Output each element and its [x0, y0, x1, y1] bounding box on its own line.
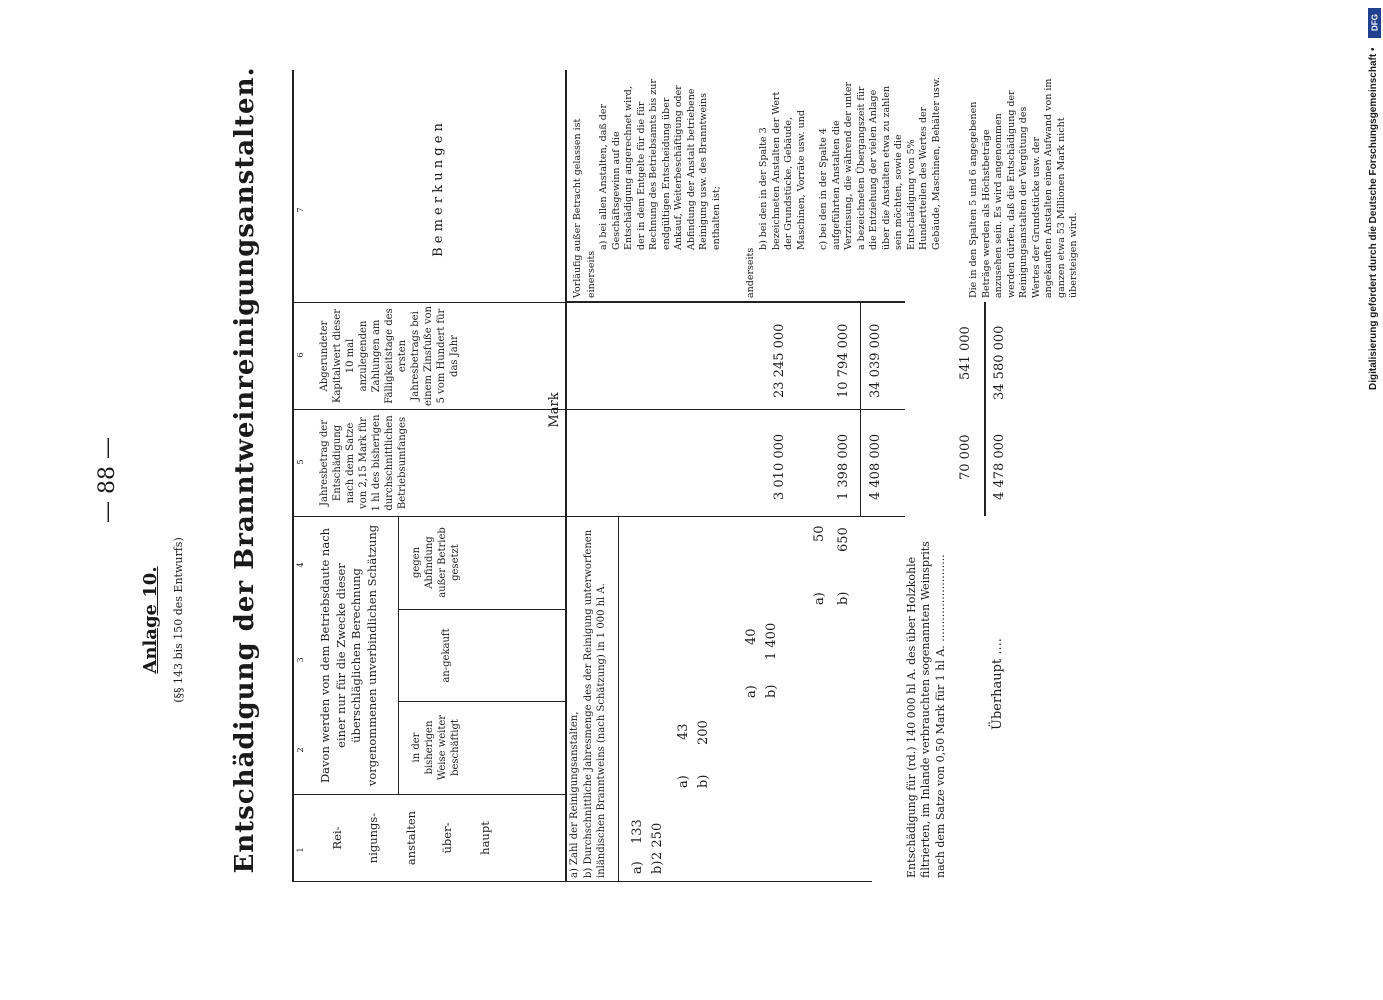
- col5-number: 5: [296, 459, 305, 465]
- col1-head-last: haupt: [478, 821, 492, 855]
- col5-sum: 4 408 000: [868, 433, 883, 500]
- col6-value-2: 10 794 000: [836, 323, 851, 398]
- body-col5-rule: [565, 409, 905, 410]
- table-left-rule: [292, 881, 872, 882]
- col5-rule: [292, 409, 565, 410]
- page-number: — 88 —: [95, 437, 120, 523]
- digitization-text: Digitalisierung gefördert durch die Deutsche Forschungsgemeinschaft •: [1368, 47, 1379, 390]
- col1-a-label: a): [630, 861, 645, 874]
- remarks-item-a: a) bei allen Anstalten, daß der Geschäftsgewinn auf die Entschädigung angerechnet wird, der in dem Entgelte für die für Rechnung des Betriebsamts bis zur endgültigen Entscheidung über Ankauf, Weiterbeschäftigung oder Abfindung der Anstalt betriebene Reinigung usw. des Branntweins enthalten ist;: [598, 79, 722, 250]
- remarks-item-b: b) bei den in der Spalte 3 bezeichneten Anstalten der Wert der Grundstücke, Gebäude, Maschinen, Vorräte usw. und: [758, 91, 807, 250]
- col1-rule: [292, 794, 565, 795]
- col6-extra: 541 000: [958, 326, 973, 380]
- col1-a-value: 133: [630, 819, 645, 844]
- col6-sum: 34 039 000: [868, 323, 883, 398]
- digitization-note: [1368, 10, 1382, 390]
- col6-rule: [292, 302, 565, 303]
- col7-number: 7: [296, 207, 305, 213]
- remarks-intro: Vorläufig außer Betracht gelassen ist: [572, 118, 583, 298]
- col2-rule-mark: [618, 517, 619, 612]
- col5-value-1: 3 010 000: [772, 433, 787, 500]
- total-rule: [984, 302, 986, 516]
- column-group-header: Davon werden von dem Betriebsdaute nach einer nur für die Zwecke dieser überschläglichen Berechnung vorgenommenen unverbindlichen Schätzung: [318, 524, 379, 787]
- col2-b-value: 200: [696, 720, 711, 745]
- col3-a-value: 40: [744, 628, 759, 645]
- col3-b-label: b): [764, 684, 779, 698]
- col4-b-label: b): [836, 591, 851, 605]
- col5-extra: 70 000: [958, 434, 973, 480]
- col6-value-1: 23 245 000: [772, 323, 787, 398]
- remarks-header: B e m e r k u n g e n: [431, 123, 446, 257]
- col3-b-value: 1 400: [764, 622, 779, 660]
- col4-a-label: a): [812, 592, 827, 605]
- col5-sum-rule: [860, 410, 861, 516]
- col3-a-label: a): [744, 685, 759, 698]
- col1-b-label: b): [650, 860, 665, 874]
- document-page: [0, 60, 1300, 1000]
- col2-a-label: a): [676, 775, 691, 788]
- col2-b-label: b): [696, 774, 711, 788]
- remarks-item-c: c) bei den in der Spalte 4 aufgeführten Anstalten die Verzinsung, die während der unter a bezeichneten Übergangszeit für die Entziehung der vielen Anlage über die Anstalten etwa zu zahlen sein möchten, sowie die Entschädigung von 5% Hundertteilen des Wertes der Gebäude, Maschinen, Behälter usw.: [818, 77, 942, 250]
- col4-header: gegen Abfindung außer Betrieb gesetzt: [411, 527, 461, 598]
- table-top-rule: [292, 70, 294, 882]
- remarks-second-label: anderseits: [745, 247, 756, 298]
- col2-number: 2: [296, 747, 305, 753]
- col4-b-value: 650: [836, 527, 851, 552]
- col5-header: Jahresbetrag der Entschädigung nach dem Satze von 2,15 Mark für 1 hl des bisherigen durchschnittlichen Betriebsumfanges: [319, 414, 408, 512]
- col6-total: 34 580 000: [992, 325, 1007, 400]
- col4-a-value: 50: [812, 525, 827, 542]
- col1-head-top: Rei-: [330, 826, 344, 850]
- annex-reference: (§§ 143 bis 150 des Entwurfs): [172, 537, 185, 703]
- row-label-a: a) Zahl der Reinigungsanstalten,: [569, 711, 580, 878]
- body-col4-rule: [565, 516, 905, 517]
- col2-a-value: 43: [676, 723, 691, 740]
- col3-header: an-gekauft: [441, 628, 452, 683]
- col4-rule: [292, 516, 565, 517]
- col6-number: 6: [296, 352, 305, 358]
- col6-header: Abgerundeter Kapitalwert dieser 10 mal anzulegenden Zahlungen am Fälligkeitstage des ersten Jahresbetrags bei einem Zinsfuße von 5 vom Hundert für das Jahr: [319, 306, 460, 406]
- remarks-closing: Die in den Spalten 5 und 6 angegebenen Beträge werden als Höchstbeträge anzusehen sein. Es wird angenommen werden dürfen, daß die Entschädigung der Reinigungsanstalten der Vergütung des Wertes der Grundstücke usw. der angekauften Anstalten einen Aufwand von im ganzen etwa 53 Millionen Mark nicht übersteigen wird.: [968, 78, 1080, 298]
- col1-head-mid: nigungs-: [366, 812, 380, 864]
- col5-total: 4 478 000: [992, 433, 1007, 500]
- col1-number: 1: [296, 847, 305, 853]
- col4-number: 4: [296, 562, 305, 568]
- col5-value-2: 1 398 000: [836, 433, 851, 500]
- annex-title: Anlage 10.: [140, 566, 161, 674]
- remarks-first-label: einerseits: [586, 250, 597, 298]
- group-sub-rule: [398, 517, 399, 795]
- page-title: Entschädigung der Branntweinreinigungsanstalten.: [230, 66, 260, 874]
- body-col6-rule: [565, 301, 905, 303]
- unit-label: Mark: [547, 392, 562, 428]
- row-label-b: b) Durchschnittliche Jahresmenge des der Reinigung unterworfenen inländischen Branntweins (nach Schätzung) in 1 000 hl A.: [583, 529, 607, 878]
- dfg-logo-text: DFG: [1370, 14, 1380, 31]
- col6-sum-rule: [860, 303, 861, 409]
- extra-row-label: Entschädigung für (rd.) 140 000 hl A. des über Holzkohle filtrierten, im Inlande verbrauchten sogenannten Weinsprits nach dem Satze von 0,50 Mark für 1 hl A. .........................: [905, 541, 947, 878]
- total-label: Überhaupt ....: [990, 638, 1005, 730]
- col3-rule: [398, 609, 565, 610]
- col2-header: in der bisherigen Weise weiter beschäftigt: [411, 714, 461, 781]
- dfg-logo: [1368, 8, 1381, 38]
- col1-head-sub: anstalten: [404, 810, 418, 866]
- col2-rule: [398, 701, 565, 702]
- col3-number: 3: [296, 657, 305, 663]
- col1-b-value: 2 250: [650, 822, 665, 860]
- col1-head-bottom: über-: [440, 822, 454, 854]
- header-bottom-rule: [565, 70, 567, 882]
